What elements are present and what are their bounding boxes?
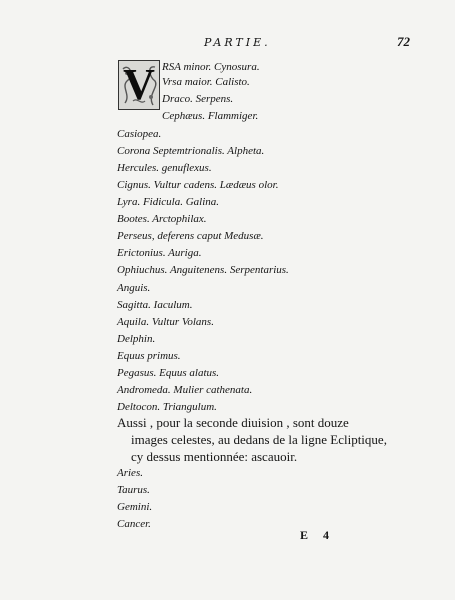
constellation-line: Equus primus.	[117, 350, 181, 362]
constellation-line: Lyra. Fidicula. Galina.	[117, 196, 220, 208]
paragraph-line: cy dessus mentionnée: ascauoir.	[131, 449, 298, 464]
zodiac-line: Taurus.	[117, 484, 150, 496]
initial-line: Draco. Serpens.	[162, 93, 234, 105]
constellation-line: Anguis.	[117, 282, 151, 294]
page-number: 72	[397, 34, 410, 49]
constellation-line: Ophiuchus. Anguitenens. Serpentarius.	[117, 264, 289, 276]
constellation-line: Andromeda. Mulier cathenata.	[117, 384, 253, 396]
initial-letter: V	[123, 60, 155, 109]
constellation-line: Pegasus. Equus alatus.	[117, 367, 220, 379]
constellation-line: Erictonius. Auriga.	[117, 247, 202, 259]
constellation-line: Cignus. Vultur cadens. Lædæus olor.	[117, 179, 279, 191]
initial-line: Cephæus. Flammiger.	[162, 110, 259, 122]
constellation-line: Bootes. Arctophilax.	[117, 213, 207, 225]
zodiac-line: Aries.	[117, 467, 143, 479]
paragraph-line: Aussi , pour la seconde diuision , sont douze	[117, 415, 349, 430]
constellation-line: Aquila. Vultur Volans.	[117, 316, 214, 328]
constellation-line: Delphin.	[117, 333, 156, 345]
running-title: PARTIE.	[204, 36, 271, 49]
constellation-line: Corona Septemtrionalis. Alpheta.	[117, 145, 265, 157]
initial-line: Vrsa maior. Calisto.	[162, 76, 250, 88]
page-header	[150, 36, 410, 54]
decorated-initial	[118, 60, 160, 110]
signature-mark: E 4	[300, 528, 336, 542]
constellation-line: Perseus, deferens caput Medusæ.	[117, 230, 264, 242]
constellation-line: Casiopea.	[117, 128, 162, 140]
constellation-line: Deltocon. Triangulum.	[117, 401, 217, 413]
constellation-line: Sagitta. Iaculum.	[117, 299, 193, 311]
constellation-line: Hercules. genuflexus.	[117, 162, 212, 174]
initial-line: RSA minor. Cynosura.	[162, 61, 260, 73]
paragraph-line: images celestes, au dedans de la ligne Ecliptique,	[131, 432, 387, 447]
zodiac-line: Cancer.	[117, 518, 151, 530]
zodiac-line: Gemini.	[117, 501, 153, 513]
